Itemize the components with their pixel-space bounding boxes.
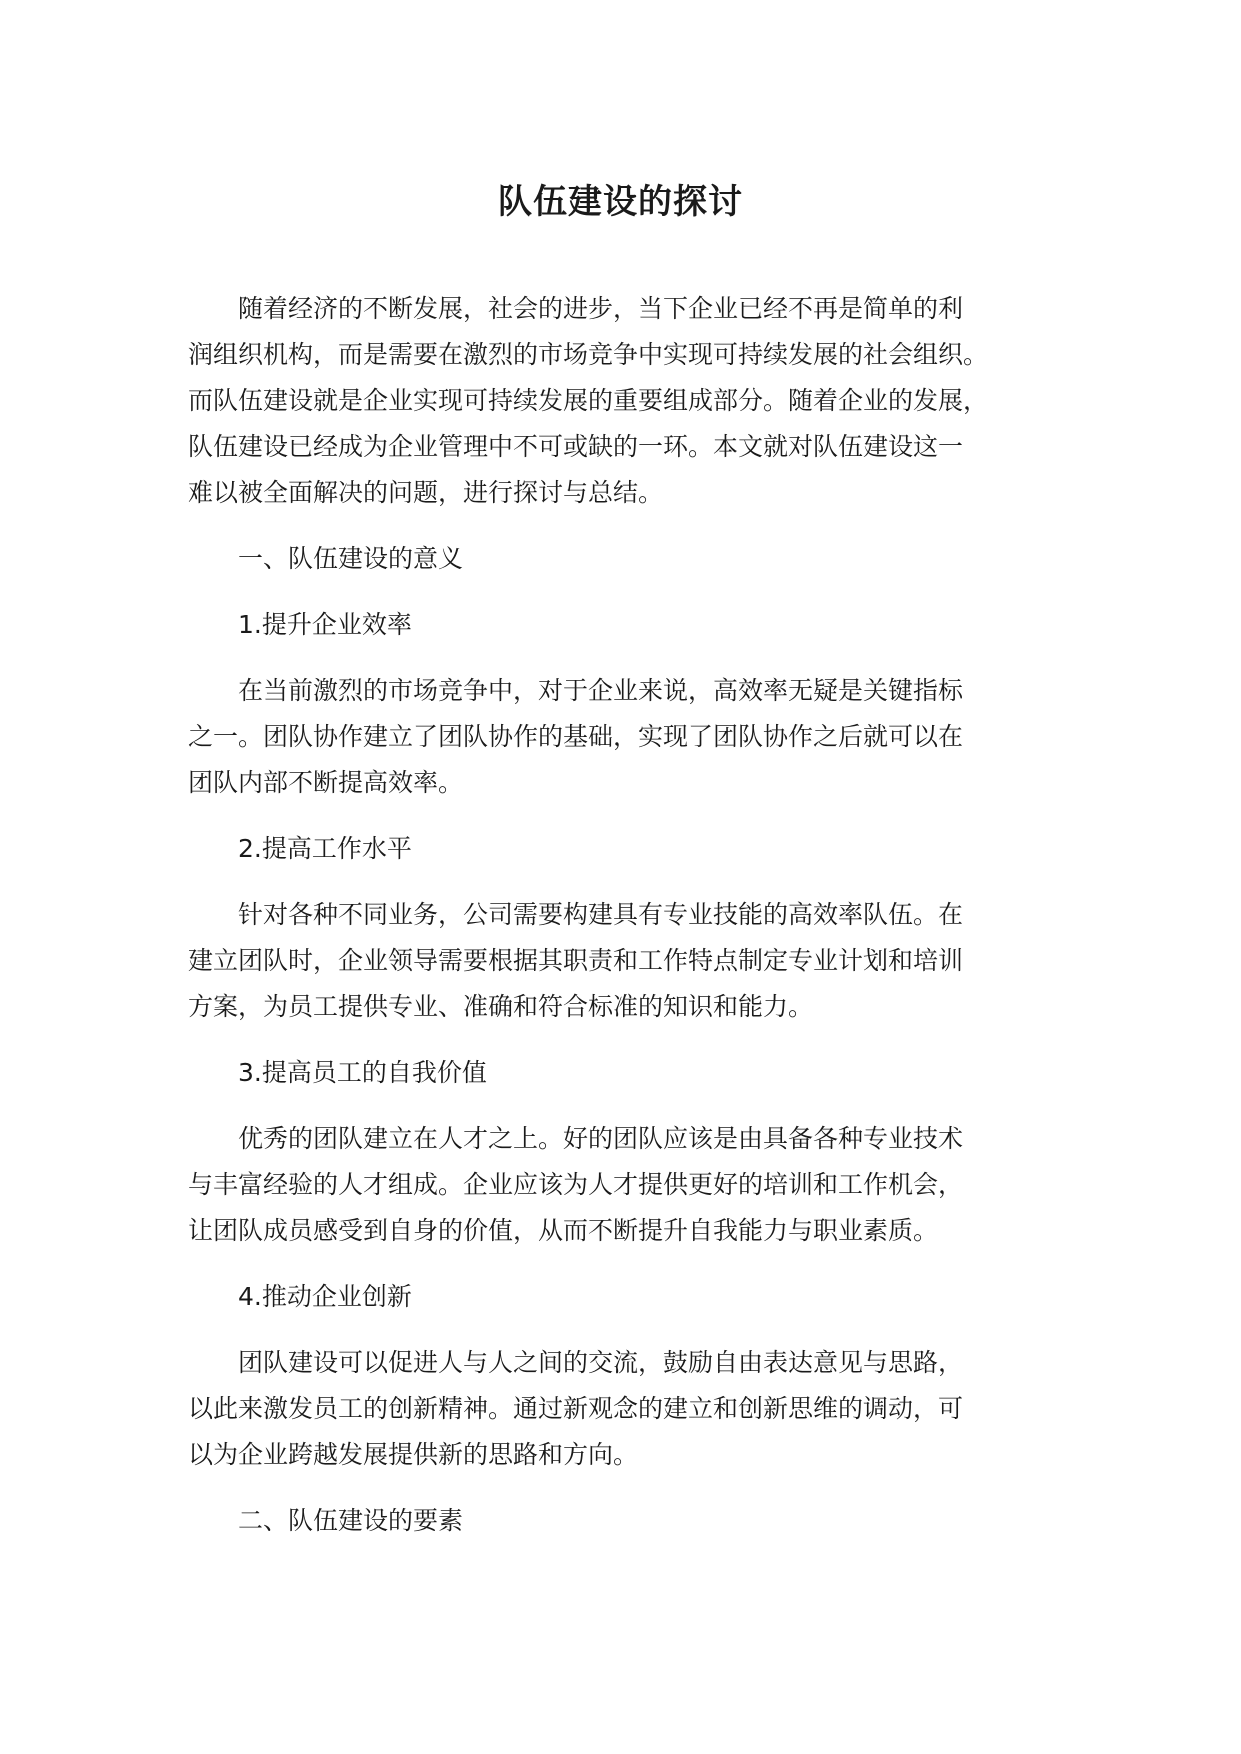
paragraph-line: 以此来激发员工的创新精神。通过新观念的建立和创新思维的调动，可	[188, 1394, 964, 1423]
section-heading: 一、队伍建设的意义	[238, 544, 464, 573]
subsection-heading: 4.推动企业创新	[238, 1282, 412, 1311]
document-title: 队伍建设的探讨	[498, 182, 743, 222]
subsection-paragraph	[188, 668, 1088, 806]
subsection-heading: 2.提高工作水平	[238, 834, 412, 863]
section-heading: 二、队伍建设的要素	[238, 1506, 464, 1535]
intro-line: 润组织机构，而是需要在激烈的市场竞争中实现可持续发展的社会组织。	[188, 340, 989, 369]
subsection-paragraph	[188, 1116, 1088, 1254]
paragraph-line: 方案，为员工提供专业、准确和符合标准的知识和能力。	[188, 992, 814, 1021]
intro-line: 随着经济的不断发展，社会的进步，当下企业已经不再是简单的利	[238, 294, 964, 323]
intro-line: 而队伍建设就是企业实现可持续发展的重要组成部分。随着企业的发展，	[188, 386, 989, 415]
paragraph-line: 让团队成员感受到自身的价值，从而不断提升自我能力与职业素质。	[188, 1216, 939, 1245]
paragraph-line: 针对各种不同业务，公司需要构建具有专业技能的高效率队伍。在	[238, 900, 964, 929]
paragraph-line: 团队建设可以促进人与人之间的交流，鼓励自由表达意见与思路，	[238, 1348, 964, 1377]
paragraph-line: 之一。团队协作建立了团队协作的基础，实现了团队协作之后就可以在	[188, 722, 964, 751]
intro-paragraph	[188, 286, 1088, 516]
subsection-paragraph	[188, 1340, 1088, 1478]
subsection-paragraph	[188, 892, 1088, 1030]
paragraph-line: 与丰富经验的人才组成。企业应该为人才提供更好的培训和工作机会，	[188, 1170, 964, 1199]
paragraph-line: 以为企业跨越发展提供新的思路和方向。	[188, 1440, 639, 1469]
paragraph-line: 建立团队时，企业领导需要根据其职责和工作特点制定专业计划和培训	[188, 946, 964, 975]
subsection-heading: 3.提高员工的自我价值	[238, 1058, 487, 1087]
paragraph-line: 优秀的团队建立在人才之上。好的团队应该是由具备各种专业技术	[238, 1124, 964, 1153]
paragraph-line: 在当前激烈的市场竞争中，对于企业来说，高效率无疑是关键指标	[238, 676, 964, 705]
document-body	[188, 286, 1088, 1544]
subsection-heading: 1.提升企业效率	[238, 610, 412, 639]
intro-line: 难以被全面解决的问题，进行探讨与总结。	[188, 478, 664, 507]
paragraph-line: 团队内部不断提高效率。	[188, 768, 464, 797]
intro-line: 队伍建设已经成为企业管理中不可或缺的一环。本文就对队伍建设这一	[188, 432, 964, 461]
